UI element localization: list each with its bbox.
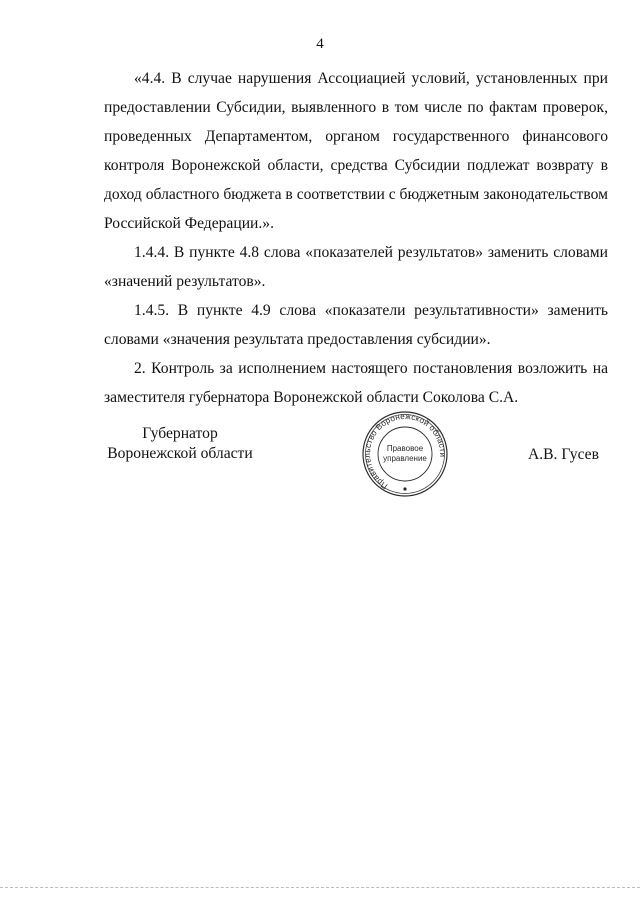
stamp-outer-text: Правительство Воронежской области <box>362 411 448 491</box>
signatory-title-line-1: Губернатор <box>142 425 218 442</box>
stamp-inner-line-1: Правовое <box>386 444 424 453</box>
paragraph-4-4: «4.4. В случае нарушения Ассоциацией условий, установленных при предоставлении Субсидии, выявленного в том числе по фактам проверок, проведенных Департаментом, органом государственного финансового контроля Воронежской области, средства Субсидии подлежат возврату в доход областного бюджета в соответствии с бюджетным законодательством Российской Федерации.». <box>104 70 608 232</box>
signatory-name: А.В. Гусев <box>528 446 599 463</box>
signatory-title-line-2: Воронежской области <box>107 445 253 462</box>
paragraph-2-control: 2. Контроль за исполнением настоящего постановления возложить на заместителя губернатора Воронежской области Соколова С.А. <box>104 360 608 406</box>
page-bottom-edge <box>0 887 640 888</box>
stamp-star-icon <box>403 487 406 490</box>
signatory-title <box>100 424 260 464</box>
page-number: 4 <box>316 36 324 52</box>
signature-block <box>0 410 640 500</box>
official-stamp <box>355 410 455 498</box>
document-body <box>104 64 608 412</box>
paragraph-1-4-5: 1.4.5. В пункте 4.9 слова «показатели результативности» заменить словами «значения результата предоставления субсидии». <box>104 302 608 348</box>
stamp-inner-line-2: управление <box>383 454 427 463</box>
paragraph-1-4-4: 1.4.4. В пункте 4.8 слова «показателей результатов» заменить словами «значений результатов». <box>104 244 608 290</box>
